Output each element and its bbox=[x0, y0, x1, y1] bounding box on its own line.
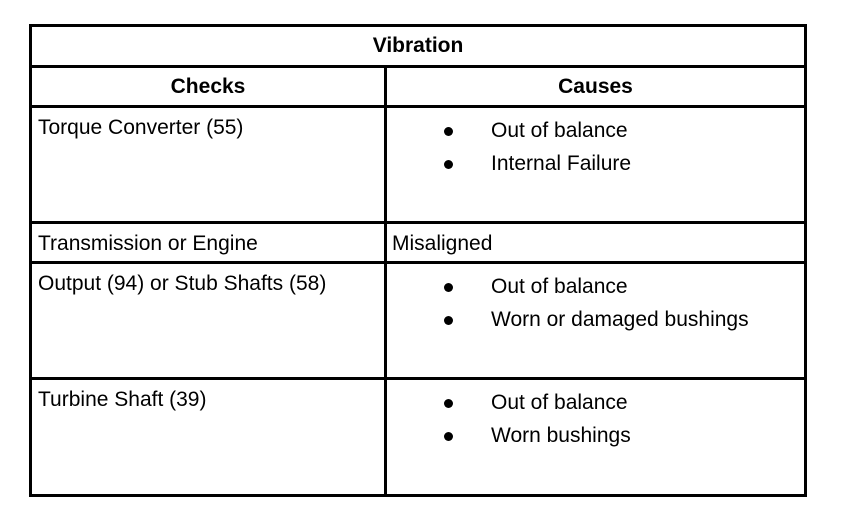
cause-item bbox=[387, 307, 804, 340]
cause-item bbox=[387, 423, 804, 456]
check-cell: Turbine Shaft (39) bbox=[31, 379, 386, 496]
table-row bbox=[31, 379, 806, 496]
checks-header: Checks bbox=[31, 67, 386, 107]
vibration-diagnosis-table bbox=[29, 24, 807, 497]
table-row bbox=[31, 223, 806, 263]
cause-text: Out of balance bbox=[491, 119, 628, 142]
bullet-icon bbox=[444, 399, 453, 408]
causes-header: Causes bbox=[386, 67, 806, 107]
cause-cell bbox=[386, 263, 806, 379]
bullet-icon bbox=[444, 160, 453, 169]
cause-list bbox=[387, 118, 804, 184]
bullet-icon bbox=[444, 127, 453, 136]
cause-list bbox=[387, 390, 804, 456]
cause-item bbox=[387, 390, 804, 423]
cause-text: Worn bushings bbox=[491, 424, 631, 447]
cause-cell bbox=[386, 379, 806, 496]
bullet-icon bbox=[444, 432, 453, 441]
cause-item bbox=[387, 151, 804, 184]
cause-text: Out of balance bbox=[491, 275, 628, 298]
cause-text: Internal Failure bbox=[491, 152, 632, 175]
bullet-icon bbox=[444, 283, 453, 292]
cause-cell: Misaligned bbox=[386, 223, 806, 263]
cause-list bbox=[387, 274, 804, 340]
cause-cell bbox=[386, 107, 806, 223]
table-title: Vibration bbox=[31, 26, 806, 67]
check-cell: Transmission or Engine bbox=[31, 223, 386, 263]
check-cell: Torque Converter (55) bbox=[31, 107, 386, 223]
cause-item bbox=[387, 274, 804, 307]
cause-item bbox=[387, 118, 804, 151]
table-row bbox=[31, 263, 806, 379]
table-row bbox=[31, 107, 806, 223]
cause-text: Worn or damaged bushings bbox=[491, 308, 749, 331]
check-cell: Output (94) or Stub Shafts (58) bbox=[31, 263, 386, 379]
cause-text: Out of balance bbox=[491, 391, 628, 414]
bullet-icon bbox=[444, 316, 453, 325]
